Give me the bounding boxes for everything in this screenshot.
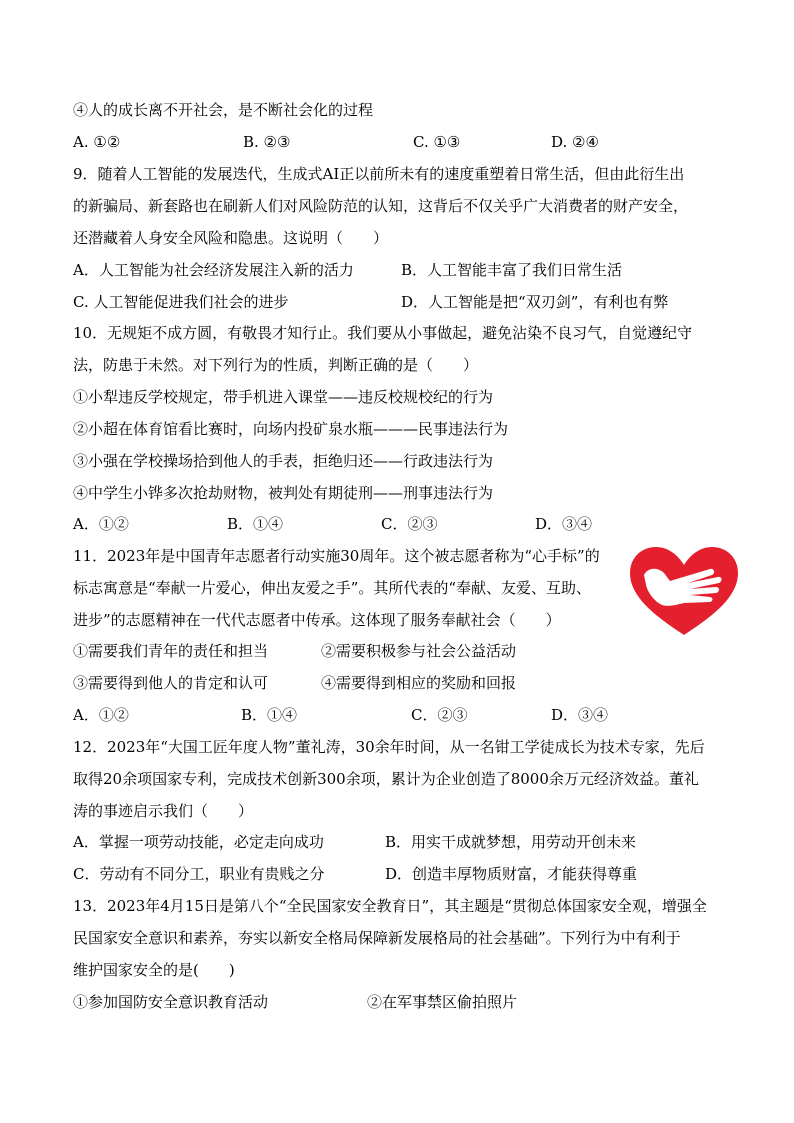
q11-option-d[interactable]: D．③④ <box>551 706 609 724</box>
q8-option-b[interactable]: B. ②③ <box>243 133 291 151</box>
q12-option-c[interactable]: C．劳动有不同分工，职业有贵贱之分 <box>73 865 325 883</box>
q9-option-d[interactable]: D．人工智能是把“双刃剑”，有利也有弊 <box>401 293 669 311</box>
q12-stem-line-2: 取得20余项国家专利，完成技术创新300余项，累计为企业创造了8000余万元经济效益。董礼 <box>73 770 699 788</box>
q9-option-b[interactable]: B．人工智能丰富了我们日常生活 <box>401 261 623 279</box>
q13-statement-2: ②在军事禁区偷拍照片 <box>367 993 518 1011</box>
q11-stem-line-3: 进步”的志愿精神在一代代志愿者中传承。这体现了服务奉献社会（ ） <box>73 611 561 629</box>
volunteer-heart-hand-logo <box>626 545 742 637</box>
q11-stem-line-2: 标志寓意是“奉献一片爱心，伸出友爱之手”。其所代表的“奉献、友爱、互助、 <box>73 579 592 597</box>
q10-statement-4: ④中学生小铧多次抢劫财物，被判处有期徒刑——刑事违法行为 <box>73 484 494 502</box>
q13-stem-line-2: 民国家安全意识和素养，夯实以新安全格局保障新发展格局的社会基础”。下列行为中有利于 <box>73 929 681 947</box>
q10-statement-1: ①小犁违反学校规定，带手机进入课堂——违反校规校纪的行为 <box>73 388 494 406</box>
q12-option-a[interactable]: A．掌握一项劳动技能，必定走向成功 <box>73 833 324 851</box>
q9-option-c[interactable]: C. 人工智能促进我们社会的进步 <box>73 293 289 311</box>
q8-statement-4: ④人的成长离不开社会，是不断社会化的过程 <box>73 101 374 119</box>
q12-option-d[interactable]: D．创造丰厚物质财富，才能获得尊重 <box>385 865 638 883</box>
q12-option-b[interactable]: B．用实干成就梦想，用劳动开创未来 <box>385 833 637 851</box>
q10-stem-line-1: 10．无规矩不成方圆，有敬畏才知行止。我们要从小事做起，避免沾染不良习气，自觉遵纪守 <box>73 324 693 342</box>
q11-option-c[interactable]: C．②③ <box>411 706 468 724</box>
q10-statement-3: ③小强在学校操场拾到他人的手表，拒绝归还——行政违法行为 <box>73 452 494 470</box>
q12-stem-line-1: 12．2023年“大国工匠年度人物”董礼涛，30余年时间，从一名钳工学徒成长为技术专家，先后 <box>73 738 705 756</box>
q9-option-a[interactable]: A．人工智能为社会经济发展注入新的活力 <box>73 261 354 279</box>
q11-option-b[interactable]: B．①④ <box>241 706 298 724</box>
q9-stem-line-1: 9．随着人工智能的发展迭代，生成式AI正以前所未有的速度重塑着日常生活，但由此衍生出 <box>73 165 685 183</box>
q8-option-d[interactable]: D. ②④ <box>551 133 599 151</box>
q10-statement-2: ②小超在体育馆看比赛时，向场内投矿泉水瓶———民事违法行为 <box>73 420 509 438</box>
q10-option-c[interactable]: C．②③ <box>381 515 438 533</box>
q10-option-b[interactable]: B．①④ <box>227 515 284 533</box>
q13-stem-line-3: 维护国家安全的是( ) <box>73 961 235 979</box>
q9-stem-line-2: 的新骗局、新套路也在刷新人们对风险防范的认知，这背后不仅关乎广大消费者的财产安全， <box>73 197 689 215</box>
q11-stem-line-1: 11．2023年是中国青年志愿者行动实施30周年。这个被志愿者称为“心手标”的 <box>73 547 600 565</box>
q8-option-a[interactable]: A. ①② <box>73 133 121 151</box>
q11-option-a[interactable]: A．①② <box>73 706 129 724</box>
q13-statement-1: ①参加国防安全意识教育活动 <box>73 993 269 1011</box>
q10-option-a[interactable]: A．①② <box>73 515 129 533</box>
q8-option-c[interactable]: C. ①③ <box>413 133 461 151</box>
q13-stem-line-1: 13．2023年4月15日是第八个“全民国家安全教育日”，其主题是“贯彻总体国家安全观，增强全 <box>73 897 707 915</box>
q11-statement-1: ①需要我们青年的责任和担当 <box>73 642 269 660</box>
q12-stem-line-3: 涛的事迹启示我们（ ） <box>73 802 254 820</box>
q11-statement-3: ③需要得到他人的肯定和认可 <box>73 674 269 692</box>
q9-stem-line-3: 还潜藏着人身安全风险和隐患。这说明（ ） <box>73 229 389 247</box>
q10-stem-line-2: 法，防患于未然。对下列行为的性质，判断正确的是（ ） <box>73 356 479 374</box>
q11-statement-4: ④需要得到相应的奖励和回报 <box>321 674 517 692</box>
q10-option-d[interactable]: D．③④ <box>535 515 593 533</box>
q11-statement-2: ②需要积极参与社会公益活动 <box>321 642 517 660</box>
